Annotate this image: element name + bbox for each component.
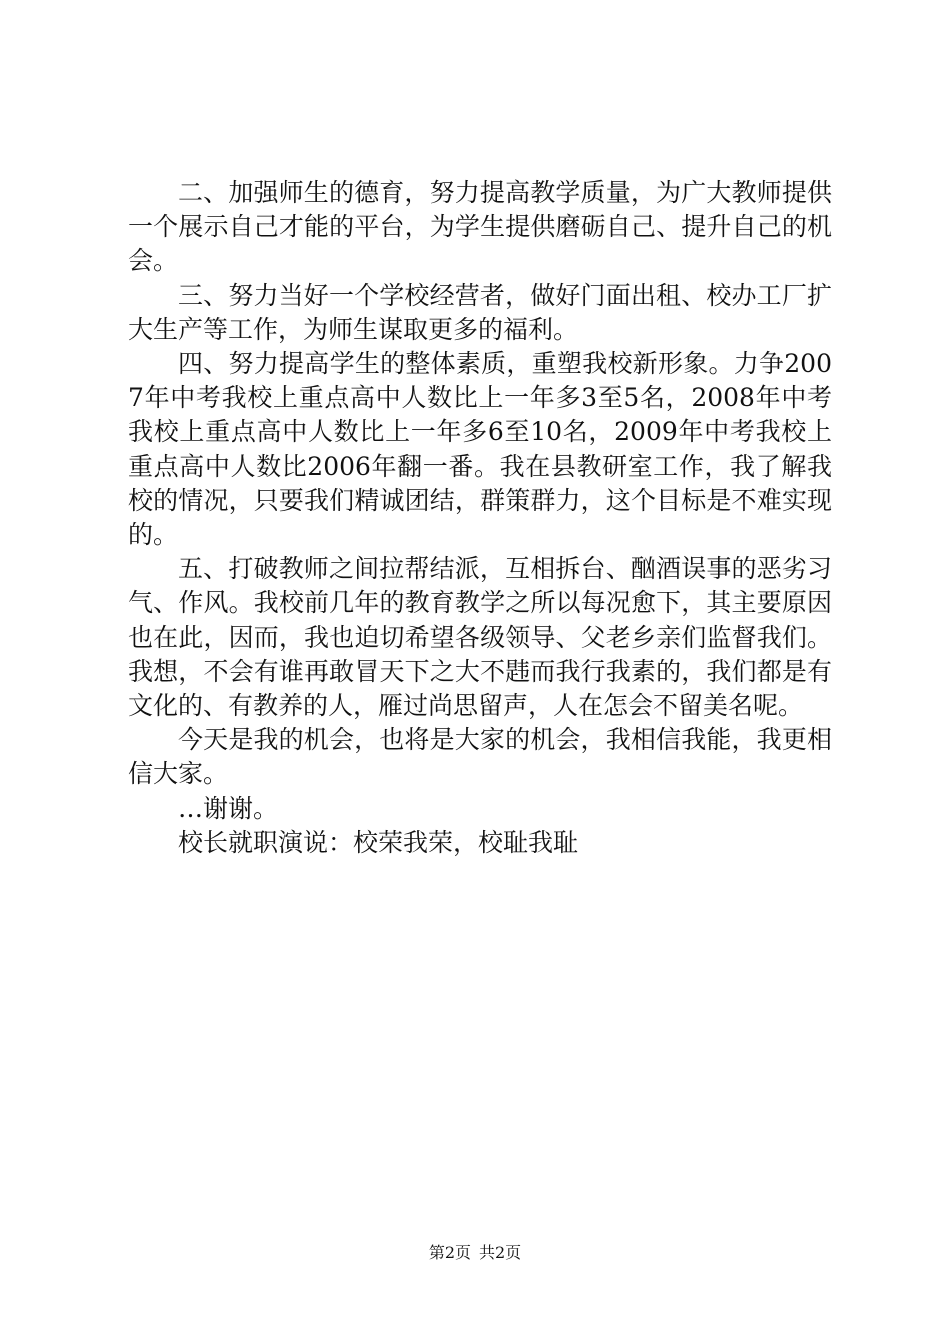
paragraph-5: 五、打破教师之间拉帮结派，互相拆台、酗酒误事的恶劣习气、作风。我校前几年的教育教学之所以每况愈下，其主要原因也在此，因而，我也迫切希望各级领导、父老乡亲们监督我们。我想，不会有谁再敢冒天下之大不韪而我行我素的，我们都是有文化的、有教养的人，雁过尚思留声，人在怎会不留美名呢。 xyxy=(128,554,832,721)
paragraph-4: 四、努力提高学生的整体素质，重塑我校新形象。力争2007年中考我校上重点高中人数比上一年多3至5名，2008年中考我校上重点高中人数比上一年多6至10名，2009年中考我校上重点高中人数比2006年翻一番。我在县教研室工作，我了解我校的情况，只要我们精诚团结，群策群力，这个目标是不难实现的。 xyxy=(128,349,832,550)
paragraph-3: 三、努力当好一个学校经营者，做好门面出租、校办工厂扩大生产等工作，为师生谋取更多的福利。 xyxy=(128,280,832,344)
page-number: 第2页 xyxy=(428,1243,471,1262)
paragraph-closing: 今天是我的机会，也将是大家的机会，我相信我能，我更相信大家。 xyxy=(128,725,832,789)
document-body xyxy=(128,176,832,860)
page-footer xyxy=(0,1242,950,1264)
paragraph-title-line: 校长就职演说：校荣我荣，校耻我耻 xyxy=(178,827,579,857)
paragraph-2: 二、加强师生的德育，努力提高教学质量，为广大教师提供一个展示自己才能的平台，为学生提供磨砺自己、提升自己的机会。 xyxy=(128,178,832,276)
page-total: 共2页 xyxy=(479,1243,522,1262)
paragraph-thanks: …谢谢。 xyxy=(178,793,279,823)
